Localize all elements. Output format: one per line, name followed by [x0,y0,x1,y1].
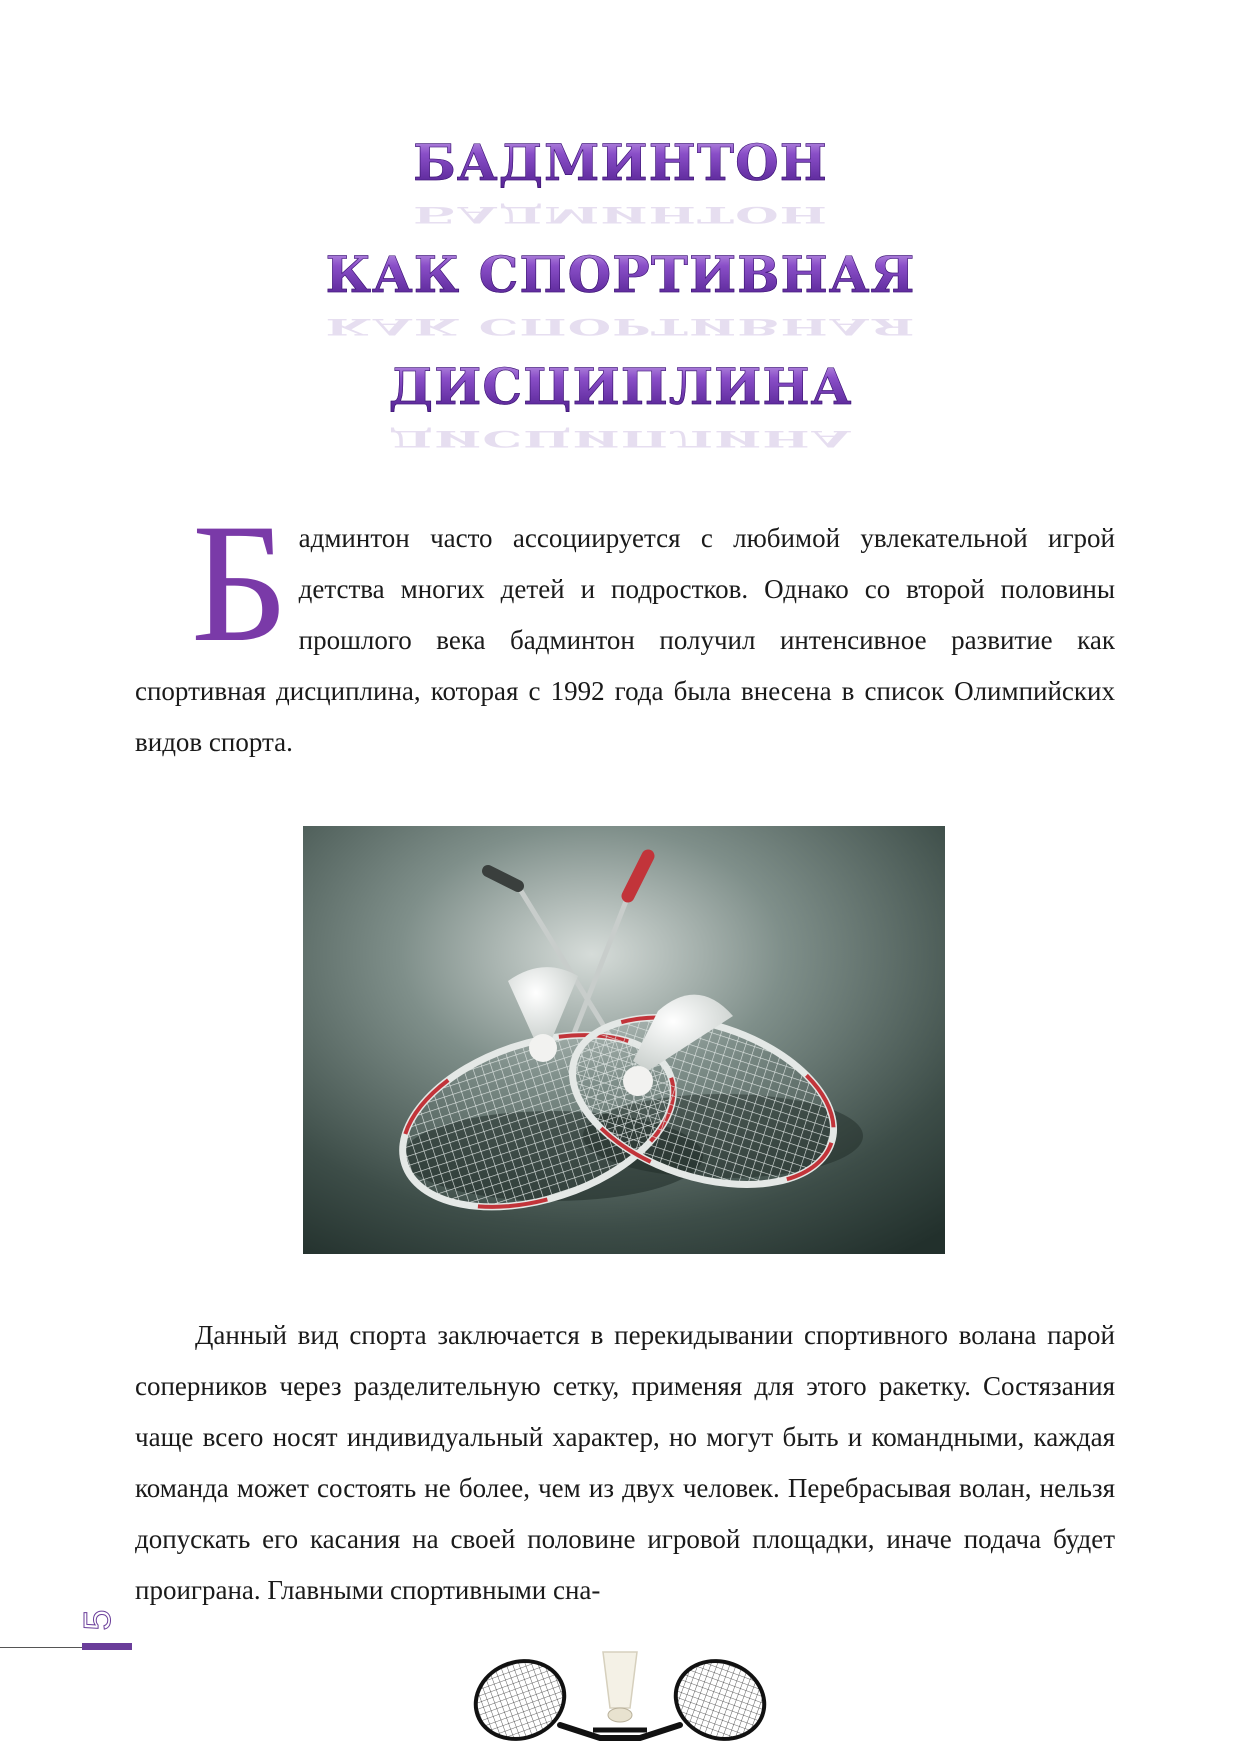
footer-accent-bar [82,1643,132,1650]
drop-cap: Б [191,489,289,677]
title-line3-reflection: ДИСЦИПЛИНА [388,425,853,453]
title-line2: КАК СПОРТИВНАЯ [325,245,916,304]
title-line1: БАДМИНТОН [413,133,828,192]
page-number: 5 [77,1609,119,1631]
rackets-shuttlecock-icon [465,1640,775,1748]
intro-paragraph [135,489,1115,768]
badminton-rackets-photo [303,826,945,1254]
title-line2-reflection: КАК СПОРТИВНАЯ [325,313,916,341]
title-line1-reflection: БАДМИНТОН [413,201,828,229]
intro-paragraph-text: админтон часто ассоциируется с любимой увлекательной игрой детства многих детей и подростков. Однако со второй половины прошлого века бадминтон получил интенсивное развитие как спортивная дисциплина, которая с 1992 года была внесена в список Олимпийских видов спорта. [135,523,1115,757]
footer-rule [0,1647,82,1648]
title-line3: ДИСЦИПЛИНА [388,357,853,416]
body-paragraph: Данный вид спорта заключается в перекидывании спортивного волана парой соперников через разделительную сетку, применяя для этого ракетку. Состязания чаще всего носят индивидуальный характер, но могут быть и командными, каждая команда может состоять не более, чем из двух человек. Перебрасывая волан, нельзя допускать его касания на своей половине игровой площадки, иначе подача будет проиграна. Главными спортивными сна- [135,1320,1115,1605]
